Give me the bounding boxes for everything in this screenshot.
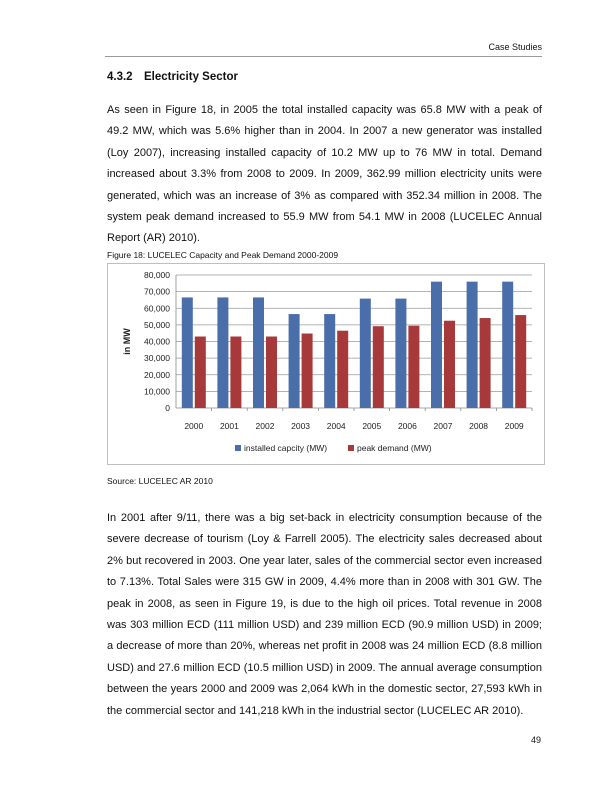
x-tick-label: 2005 — [362, 421, 382, 431]
bar-peak-demand — [373, 326, 384, 408]
y-tick-label: 40,000 — [144, 336, 170, 347]
x-tick-label: 2008 — [469, 421, 489, 431]
running-title: Case Studies — [488, 42, 542, 52]
bar-installed-capacity — [217, 297, 228, 408]
y-tick-label: 70,000 — [144, 286, 170, 297]
x-tick-label: 2006 — [397, 421, 417, 431]
y-tick-label: 20,000 — [144, 369, 170, 380]
bar-installed-capacity — [502, 282, 513, 408]
bar-installed-capacity — [182, 297, 193, 408]
y-tick-label: 30,000 — [144, 353, 170, 364]
bar-peak-demand — [337, 331, 348, 408]
legend-swatch — [235, 445, 241, 451]
paragraph-1: As seen in Figure 18, in 2005 the total installed capacity was 65.8 MW with a peak of 49.2 MW, which was 5.6% higher than in 2004. In 2007 a new generator was installed (Loy 2007), increasing installed capacity of 10.2 MW up to 76 MW in total. Demand increased about 3.3% from 2008 to 2009. In 2009, 362.99 million electricity units were generated, which was an increase of 3% as compared with 352.34 million in 2008. The system peak demand increased to 55.9 MW from 54.1 MW in 2008 (LUCELEC Annual Report (AR) 2010). — [107, 104, 542, 245]
bar-installed-capacity — [253, 297, 264, 408]
bar-peak-demand — [302, 334, 313, 408]
x-tick-label: 2007 — [433, 421, 453, 431]
x-tick-label: 2000 — [184, 421, 204, 431]
x-tick-label: 2002 — [255, 421, 275, 431]
bar-peak-demand — [480, 318, 491, 408]
capacity-peak-chart — [108, 264, 544, 464]
section-heading — [107, 71, 238, 83]
header-rule — [105, 56, 542, 57]
legend-swatch — [348, 445, 354, 451]
x-tick-label: 2004 — [326, 421, 346, 431]
y-tick-label: 10,000 — [144, 386, 170, 397]
legend-label: installed capcity (MW) — [244, 443, 328, 453]
y-tick-label: 80,000 — [144, 270, 170, 280]
y-axis-title: in MW — [122, 328, 132, 355]
y-tick-label: 0 — [165, 403, 170, 413]
bar-peak-demand — [408, 326, 419, 408]
page-number: 49 — [530, 735, 541, 745]
bar-peak-demand — [230, 337, 241, 408]
legend-label: peak demand (MW) — [357, 443, 432, 453]
bar-installed-capacity — [395, 299, 406, 408]
y-tick-label: 50,000 — [144, 319, 170, 330]
section-title: Electricity Sector — [144, 71, 238, 83]
section-number: 4.3.2 — [107, 71, 133, 83]
x-tick-label: 2003 — [291, 421, 311, 431]
bar-peak-demand — [515, 315, 526, 408]
bar-installed-capacity — [360, 299, 371, 408]
paragraph-2: In 2001 after 9/11, there was a big set-back in electricity consumption because of the severe decrease of tourism (Loy & Farrell 2005). The electricity sales decreased about 2% but recovered in 2003. One year later, sales of the commercial sector even increased to 7.13%. Total Sales were 315 GW in 2009, 4.4% more than in 2008 with 301 GW. The peak in 2008, as seen in Figure 19, is due to the high oil prices. Total revenue in 2008 was 303 million ECD (111 million USD) and 239 million ECD (90.9 million USD) in 2009; a decrease of more than 20%, whereas net profit in 2008 was 24 million ECD (8.8 million USD) and 27.6 million ECD (10.5 million USD) in 2009. The annual average consumption between the years 2000 and 2009 was 2,064 kWh in the domestic sector, 27,593 kWh in the commercial sector and 141,218 kWh in the industrial sector (LUCELEC AR 2010). — [107, 512, 542, 717]
chart-frame — [107, 263, 545, 465]
figure-source: Source: LUCELEC AR 2010 — [107, 476, 213, 486]
bar-peak-demand — [266, 337, 277, 408]
bar-peak-demand — [195, 337, 206, 408]
bar-peak-demand — [444, 321, 455, 408]
x-tick-label: 2001 — [219, 421, 239, 431]
bar-installed-capacity — [324, 314, 335, 408]
figure-caption: Figure 18: LUCELEC Capacity and Peak Demand 2000-2009 — [107, 250, 339, 260]
bar-installed-capacity — [467, 282, 478, 408]
bar-installed-capacity — [289, 314, 300, 408]
x-tick-label: 2009 — [504, 421, 524, 431]
bar-installed-capacity — [431, 282, 442, 408]
y-tick-label: 60,000 — [144, 303, 170, 314]
